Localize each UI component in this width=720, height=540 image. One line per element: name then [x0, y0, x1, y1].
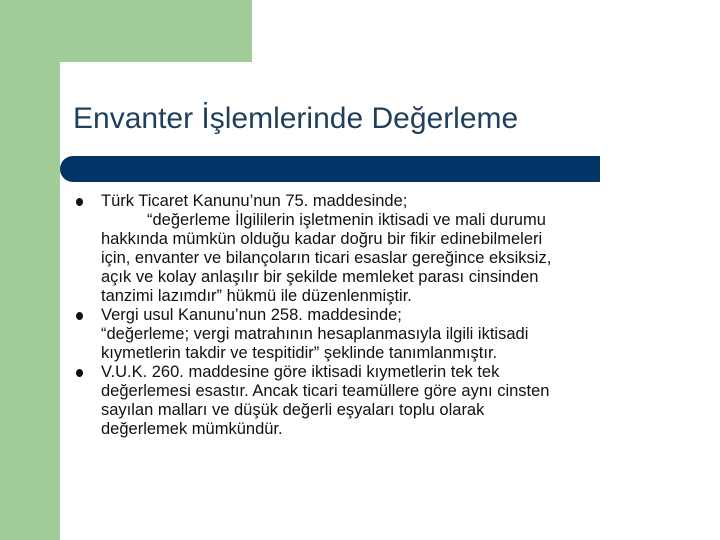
left-green-strip	[0, 0, 60, 540]
bullet-text-line: sayılan malları ve düşük değerli eşyaları toplu olarak	[101, 401, 485, 419]
top-green-block	[0, 0, 252, 62]
bullet-text-line: Vergi usul Kanunu’nun 258. maddesinde;	[101, 306, 402, 324]
bullet-text-line: değerlemek mümkündür.	[101, 420, 283, 438]
bullet-dot-icon	[76, 369, 83, 377]
bullet-text-line: hakkında mümkün olduğu kadar doğru bir fikir edinebilmeleri	[101, 230, 543, 248]
slide-title: Envanter İşlemlerinde Değerleme	[73, 102, 519, 135]
bullet-list	[74, 192, 664, 439]
bullet-text-line: için, envanter ve bilançoların ticari esaslar gereğince eksiksiz,	[101, 249, 552, 267]
bullet-text-line: “değerleme İlgililerin işletmenin iktisadi ve mali durumu	[147, 211, 546, 229]
bullet-item-vuk-260	[74, 363, 664, 439]
bullet-item-ttk	[74, 192, 664, 306]
bullet-text-line: değerlemesi esastır. Ancak ticari teamüllere göre aynı cinsten	[101, 382, 550, 400]
bullet-text-line: tanzimi lazımdır” hükmü ile düzenlenmiştir.	[101, 287, 412, 305]
bullet-text-line: “değerleme; vergi matrahının hesaplanmasıyla ilgili iktisadi	[101, 325, 529, 343]
bullet-item-vuk-258	[74, 306, 664, 363]
bullet-dot-icon	[76, 312, 83, 320]
bullet-text-line: açık ve kolay anlaşılır bir şekilde memleket parası cinsinden	[101, 268, 539, 286]
title-underline-bar	[60, 156, 600, 182]
bullet-dot-icon	[76, 198, 83, 206]
bullet-text-line: kıymetlerin takdir ve tespitidir” şeklinde tanımlanmıştır.	[101, 344, 498, 362]
bullet-text-line: Türk Ticaret Kanunu’nun 75. maddesinde;	[101, 192, 408, 210]
bullet-text-line: V.U.K. 260. maddesine göre iktisadi kıymetlerin tek tek	[101, 363, 500, 381]
